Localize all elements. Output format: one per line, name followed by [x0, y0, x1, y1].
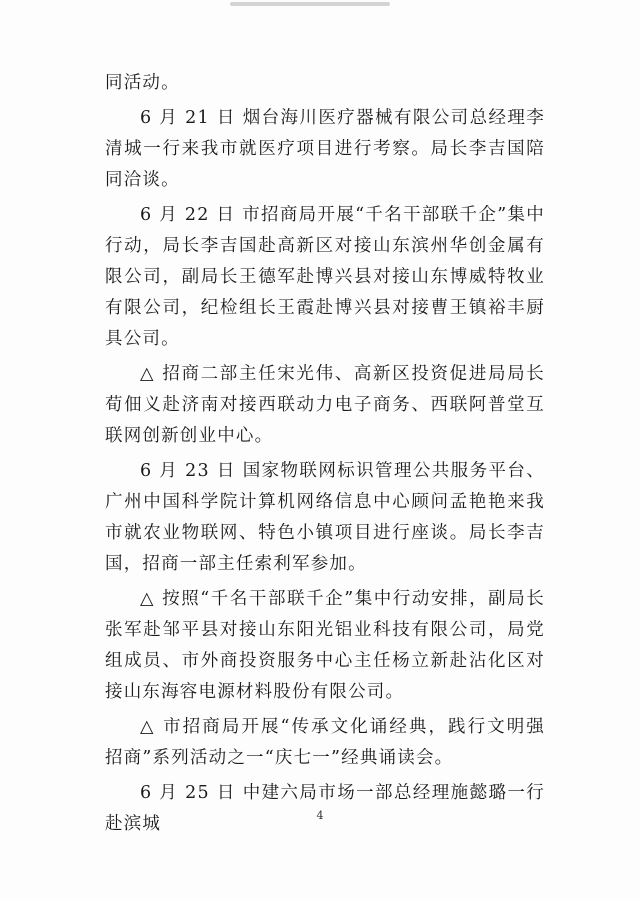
document-body: [105, 68, 545, 844]
scan-header-mark: [230, 2, 390, 6]
paragraph-june-22: 6 月 22 日 市招商局开展“千名干部联千企”集中行动，局长李吉国赴高新区对接山东滨州华创金属有限公司，副局长王德军赴博兴县对接山东博威特牧业有限公司，纪检组长王霞赴博兴县对接曹王镇裕丰厨具公司。: [105, 205, 545, 349]
paragraph-june-23: 6 月 23 日 国家物联网标识管理公共服务平台、广州中国科学院计算机网络信息中心顾问孟艳艳来我市就农业物联网、特色小镇项目进行座谈。局长李吉国，招商一部主任索利军参加。: [105, 461, 545, 574]
paragraph-june-22-item: △ 招商二部主任宋光伟、高新区投资促进局局长荀佃义赴济南对接西联动力电子商务、西联阿普堂互联网创新创业中心。: [105, 364, 545, 446]
paragraph-june-21: 6 月 21 日 烟台海川医疗器械有限公司总经理李清城一行来我市就医疗项目进行考察。局长李吉国陪同洽谈。: [105, 108, 545, 190]
paragraph-june-25: 6 月 25 日 中建六局市场一部总经理施懿璐一行赴滨城: [105, 783, 545, 834]
paragraph-june-23-item-1: △ 按照“千名干部联千企”集中行动安排，副局长张军赴邹平县对接山东阳光铝业科技有限公司，局党组成员、市外商投资服务中心主任杨立新赴沾化区对接山东海容电源材料股份有限公司。: [105, 589, 545, 702]
paragraph-june-23-item-2: △ 市招商局开展“传承文化诵经典，践行文明强招商”系列活动之一“庆七一”经典诵读会。: [105, 717, 545, 768]
page-number: 4: [316, 809, 324, 822]
paragraph-continuation: 同活动。: [105, 73, 180, 93]
